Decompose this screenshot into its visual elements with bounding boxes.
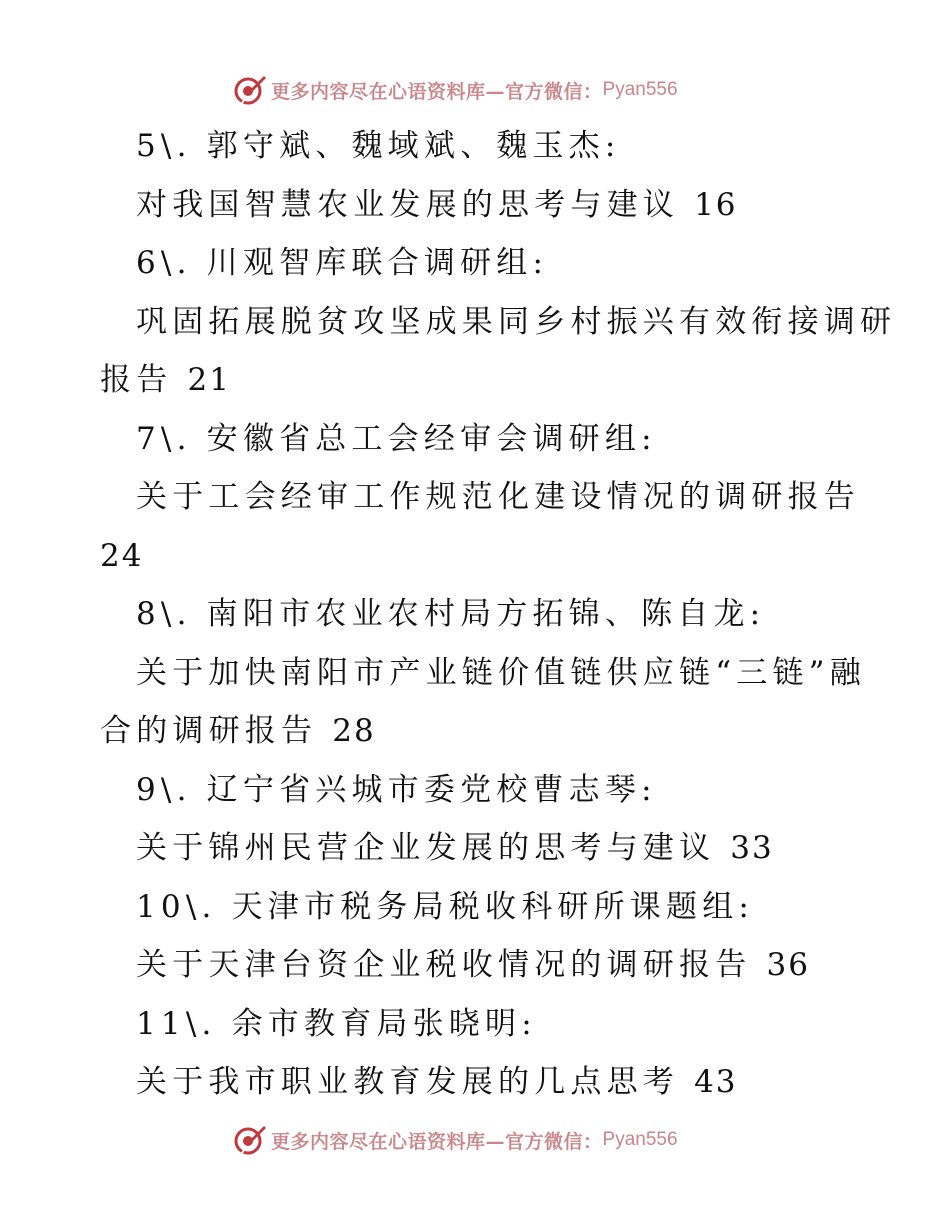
toc-entry-title: 合的调研报告: [100, 713, 318, 749]
watermark-header: [233, 72, 678, 108]
toc-page-number: 24: [100, 537, 144, 574]
toc-entry-title: 对我国智慧农业发展的思考与建议: [136, 186, 679, 223]
toc-entry-6-title-cont: [100, 351, 860, 410]
toc-entry-11-title: [100, 1053, 860, 1112]
toc-page-number: 36: [766, 947, 810, 983]
watermark-wechat-id: Pyan556: [602, 79, 678, 100]
toc-entry-title: 关于锦州民营企业发展的思考与建议: [136, 830, 716, 866]
toc-page-number: 28: [332, 713, 376, 749]
toc-entry-11-head: 11\. 余市教育局张晓明:: [136, 1005, 537, 1042]
pen-logo-icon: [233, 73, 267, 107]
toc-entry-title: 关于天津台资企业税收情况的调研报告: [136, 947, 752, 983]
watermark-footer: [233, 1122, 678, 1158]
toc-entry-7-head: 7\. 安徽省总工会经审会调研组:: [136, 420, 657, 457]
toc-entry-10-head: 10\. 天津市税务局税收科研所课题组:: [136, 888, 755, 925]
watermark-wechat-id: Pyan556: [602, 1129, 678, 1150]
toc-entry-8-title: 关于加快南阳市产业链价值链供应链“三链”融: [136, 654, 866, 691]
toc-entry-6-head: 6\. 川观智库联合调研组:: [136, 245, 549, 281]
toc-entry-title: 报告: [100, 362, 173, 398]
toc-page-number: 33: [730, 830, 774, 866]
table-of-contents: [100, 117, 897, 1112]
toc-page-number: 43: [694, 1064, 738, 1100]
toc-entry-title: 关于我市职业教育发展的几点思考: [136, 1064, 679, 1100]
watermark-text: 更多内容尽在心语资料库—官方微信：: [271, 1130, 603, 1153]
toc-entry-9-title: [100, 819, 860, 878]
toc-page-number: 16: [694, 186, 738, 223]
toc-entry-5-title: [100, 176, 860, 235]
toc-entry-6-title: 巩固拓展脱贫攻坚成果同乡村振兴有效衔接调研: [136, 303, 897, 340]
toc-entry-8-title-cont: [100, 702, 860, 761]
toc-page-number: 21: [187, 362, 231, 398]
toc-entry-9-head: 9\. 辽宁省兴城市委党校曹志琴:: [136, 771, 657, 808]
toc-entry-8-head: 8\. 南阳市农业农村局方拓锦、陈自龙:: [136, 596, 766, 632]
toc-entry-5-head: 5\. 郭守斌、魏域斌、魏玉杰:: [136, 128, 621, 164]
toc-entry-10-title: [100, 936, 860, 995]
toc-entry-7-title: 关于工会经审工作规范化建设情况的调研报告: [136, 479, 860, 515]
watermark-text: 更多内容尽在心语资料库—官方微信：: [271, 80, 603, 103]
pen-logo-icon: [233, 1123, 267, 1157]
